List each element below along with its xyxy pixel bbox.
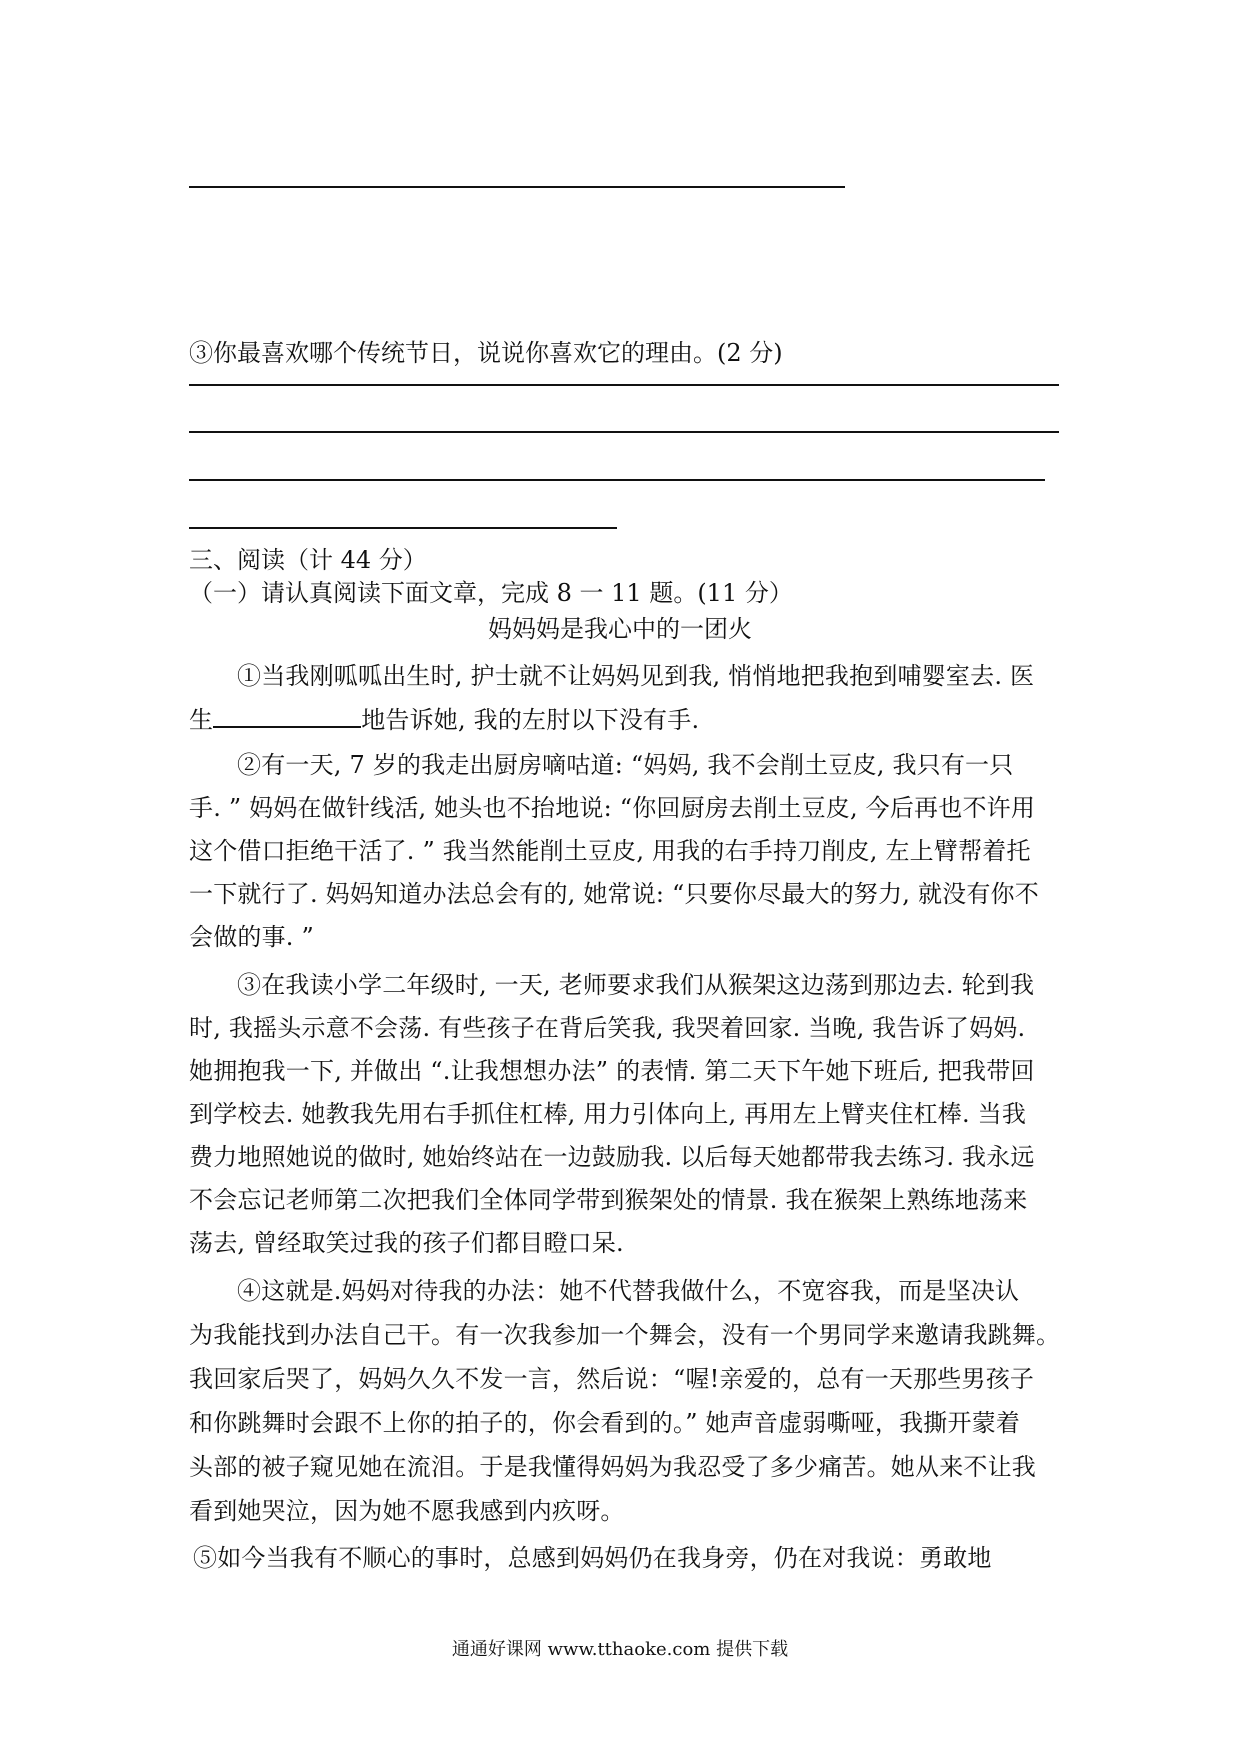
passage-line: ⑤如今当我有不顺心的事时，总感到妈妈仍在我身旁，仍在对我说：勇敢地 <box>193 1544 992 1572</box>
passage-title: 妈妈妈是我心中的一团火 <box>488 615 752 643</box>
passage-line: 她拥抱我一下, 并做出 “.让我想想办法” 的表情. 第二天下午她下班后, 把我带回 <box>189 1057 1035 1085</box>
section-heading: 三、阅读（计 44 分） <box>189 546 427 574</box>
passage-line: 一下就行了. 妈妈知道办法总会有的, 她常说: “只要你尽最大的努力, 就没有你不 <box>189 880 1039 908</box>
passage-line: 和你跳舞时会跟不上你的拍子的，你会看到的。” 她声音虚弱嘶哑，我撕开蒙着 <box>189 1409 1021 1437</box>
passage-text: 生 <box>189 706 214 734</box>
passage-line: 我回家后哭了，妈妈久久不发一言，然后说：“喔!亲爱的，总有一天那些男孩子 <box>189 1365 1035 1393</box>
section-sub-heading: （一）请认真阅读下面文章，完成 8 一 11 题。(11 分） <box>189 579 793 607</box>
fill-in-blank <box>213 704 361 728</box>
passage-line: ①当我刚呱呱出生时, 护士就不让妈妈见到我, 悄悄地把我抱到哺婴室去. 医 <box>237 662 1035 690</box>
answer-line-5 <box>189 527 617 529</box>
passage-line: ④这就是.妈妈对待我的办法：她不代替我做什么，不宽容我，而是坚决认 <box>237 1277 1020 1305</box>
passage-text: 地告诉她, 我的左肘以下没有手. <box>361 706 700 734</box>
passage-line: 为我能找到办法自己干。有一次我参加一个舞会，没有一个男同学来邀请我跳舞。 <box>189 1321 1061 1349</box>
answer-line-2 <box>189 384 1059 386</box>
passage-line: ②有一天, 7 岁的我走出厨房嘀咕道: “妈妈, 我不会削土豆皮, 我只有一只 <box>237 751 1014 779</box>
passage-line: 费力地照她说的做时, 她始终站在一边鼓励我. 以后每天她都带我去练习. 我永远 <box>189 1143 1035 1171</box>
question-3-prompt: ③你最喜欢哪个传统节日，说说你喜欢它的理由。(2 分) <box>189 339 783 367</box>
passage-line: 荡去, 曾经取笑过我的孩子们都目瞪口呆. <box>189 1229 624 1257</box>
passage-line: 这个借口拒绝干活了. ” 我当然能削土豆皮, 用我的右手持刀削皮, 左上臂帮着托 <box>189 837 1031 865</box>
page-footer: 通通好课网 www.tthaoke.com 提供下载 <box>451 1639 789 1660</box>
passage-line: 手. ” 妈妈在做针线活, 她头也不抬地说: “你回厨房去削土豆皮, 今后再也不许用 <box>189 794 1036 822</box>
passage-line-with-blank <box>189 704 699 735</box>
answer-line-3 <box>189 431 1059 433</box>
passage-line: 会做的事. ” <box>189 923 314 951</box>
passage-line: 到学校去. 她教我先用右手抓住杠棒, 用力引体向上, 再用左上臂夹住杠棒. 当我 <box>189 1100 1027 1128</box>
passage-line: 时, 我摇头示意不会荡. 有些孩子在背后笑我, 我哭着回家. 当晚, 我告诉了妈妈. <box>189 1014 1026 1042</box>
passage-line: 看到她哭泣，因为她不愿我感到内疚呀。 <box>189 1497 625 1525</box>
passage-line: ③在我读小学二年级时, 一天, 老师要求我们从猴架这边荡到那边去. 轮到我 <box>237 971 1035 999</box>
answer-line-4 <box>189 479 1045 481</box>
passage-line: 头部的被子窥见她在流泪。于是我懂得妈妈为我忍受了多少痛苦。她从来不让我 <box>189 1453 1036 1481</box>
passage-line: 不会忘记老师第二次把我们全体同学带到猴架处的情景. 我在猴架上熟练地荡来 <box>189 1186 1028 1214</box>
answer-line-1 <box>189 186 845 188</box>
